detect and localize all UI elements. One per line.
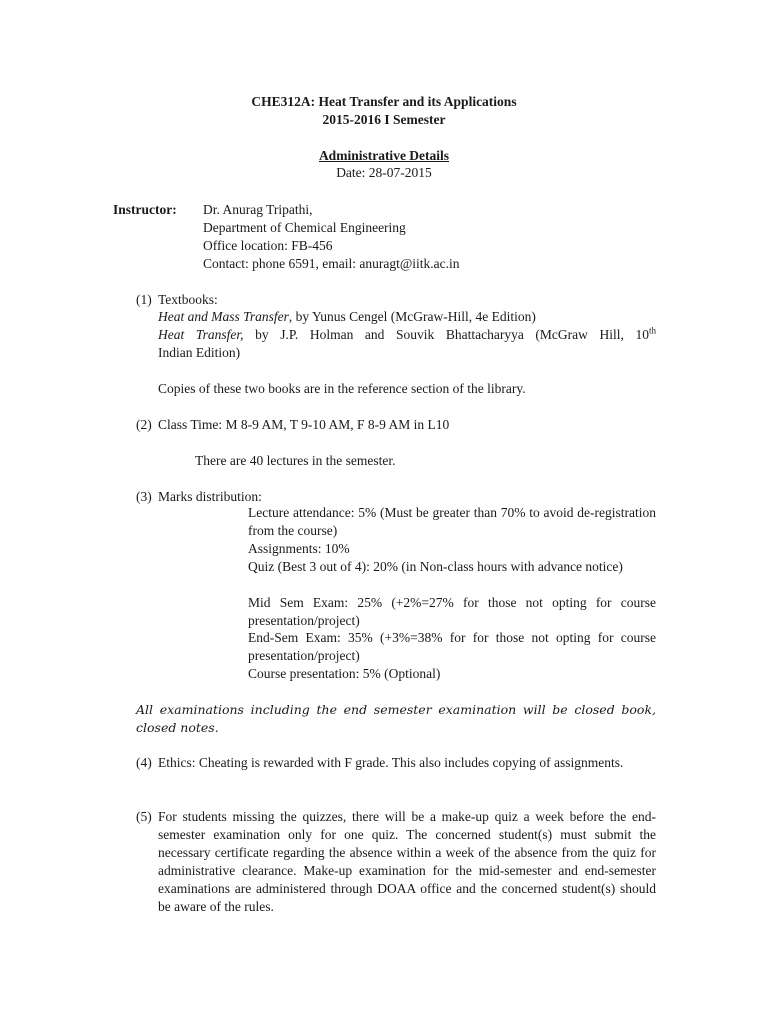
item-number-3: (3) bbox=[136, 489, 152, 504]
textbook-2-superscript: th bbox=[649, 325, 657, 336]
class-time: Class Time: M 8-9 AM, T 9-10 AM, F 8-9 AM in L10 bbox=[158, 417, 450, 432]
marks-item-midsem: Mid Sem Exam: 25% (+2%=27% for those not opting for course presentation/project) bbox=[248, 595, 656, 628]
document-date: Date: 28-07-2015 bbox=[336, 165, 432, 180]
marks-item-quiz: Quiz (Best 3 out of 4): 20% (in Non-class hours with advance notice) bbox=[248, 559, 623, 574]
textbook-1-details: , by Yunus Cengel (McGraw-Hill, 4e Edition) bbox=[288, 309, 536, 324]
marks-item-presentation: Course presentation: 5% (Optional) bbox=[248, 666, 441, 681]
instructor-name: Dr. Anurag Tripathi, bbox=[203, 202, 313, 217]
item-number-5: (5) bbox=[136, 809, 152, 824]
textbooks-heading: Textbooks: bbox=[158, 292, 218, 307]
textbook-1-title: Heat and Mass Transfer bbox=[158, 309, 289, 324]
library-note: Copies of these two books are in the reference section of the library. bbox=[158, 381, 526, 396]
instructor-contact: Contact: phone 6591, email: anuragt@iitk.ac.in bbox=[203, 256, 460, 271]
instructor-office: Office location: FB-456 bbox=[203, 238, 333, 253]
item-number-2: (2) bbox=[136, 417, 152, 432]
course-title: CHE312A: Heat Transfer and its Applications bbox=[251, 94, 517, 109]
item-number-1: (1) bbox=[136, 292, 152, 307]
makeup-text: For students missing the quizzes, there will be a make-up quiz a week before the end-semester examination only for one quiz. The concerned student(s) must submit the necessary certificate regarding the absence within a week of the absence from the quiz for administrative clearance. Make-up examination for the mid-semester and end-semester examinations are administered through DOAA office and the concerned student(s) should be aware of the rules. bbox=[158, 809, 656, 914]
marks-item-endsem: End-Sem Exam: 35% (+3%=38% for for those not opting for course presentation/project) bbox=[248, 630, 656, 663]
instructor-department: Department of Chemical Engineering bbox=[203, 220, 406, 235]
section-title: Administrative Details bbox=[318, 148, 450, 163]
semester-title: 2015-2016 I Semester bbox=[322, 112, 446, 127]
lectures-note: There are 40 lectures in the semester. bbox=[195, 453, 396, 468]
instructor-label: Instructor: bbox=[113, 202, 177, 217]
exam-note: All examinations including the end semester examination will be closed book, closed notes. bbox=[136, 702, 656, 735]
textbook-2-line1 bbox=[158, 326, 656, 344]
textbook-1 bbox=[158, 308, 536, 326]
marks-heading: Marks distribution: bbox=[158, 489, 262, 504]
marks-item-assignments: Assignments: 10% bbox=[248, 541, 350, 556]
textbook-2-line2: Indian Edition) bbox=[158, 345, 241, 360]
ethics-text: Ethics: Cheating is rewarded with F grade. This also includes copying of assignments. bbox=[158, 755, 624, 770]
textbook-2-title: Heat Transfer, bbox=[158, 327, 244, 342]
marks-item-attendance: Lecture attendance: 5% (Must be greater than 70% to avoid de-registration from the course) bbox=[248, 505, 656, 538]
item-number-4: (4) bbox=[136, 755, 152, 770]
textbook-2-details: by J.P. Holman and Souvik Bhattacharyya (McGraw Hill, 10 bbox=[243, 327, 649, 342]
